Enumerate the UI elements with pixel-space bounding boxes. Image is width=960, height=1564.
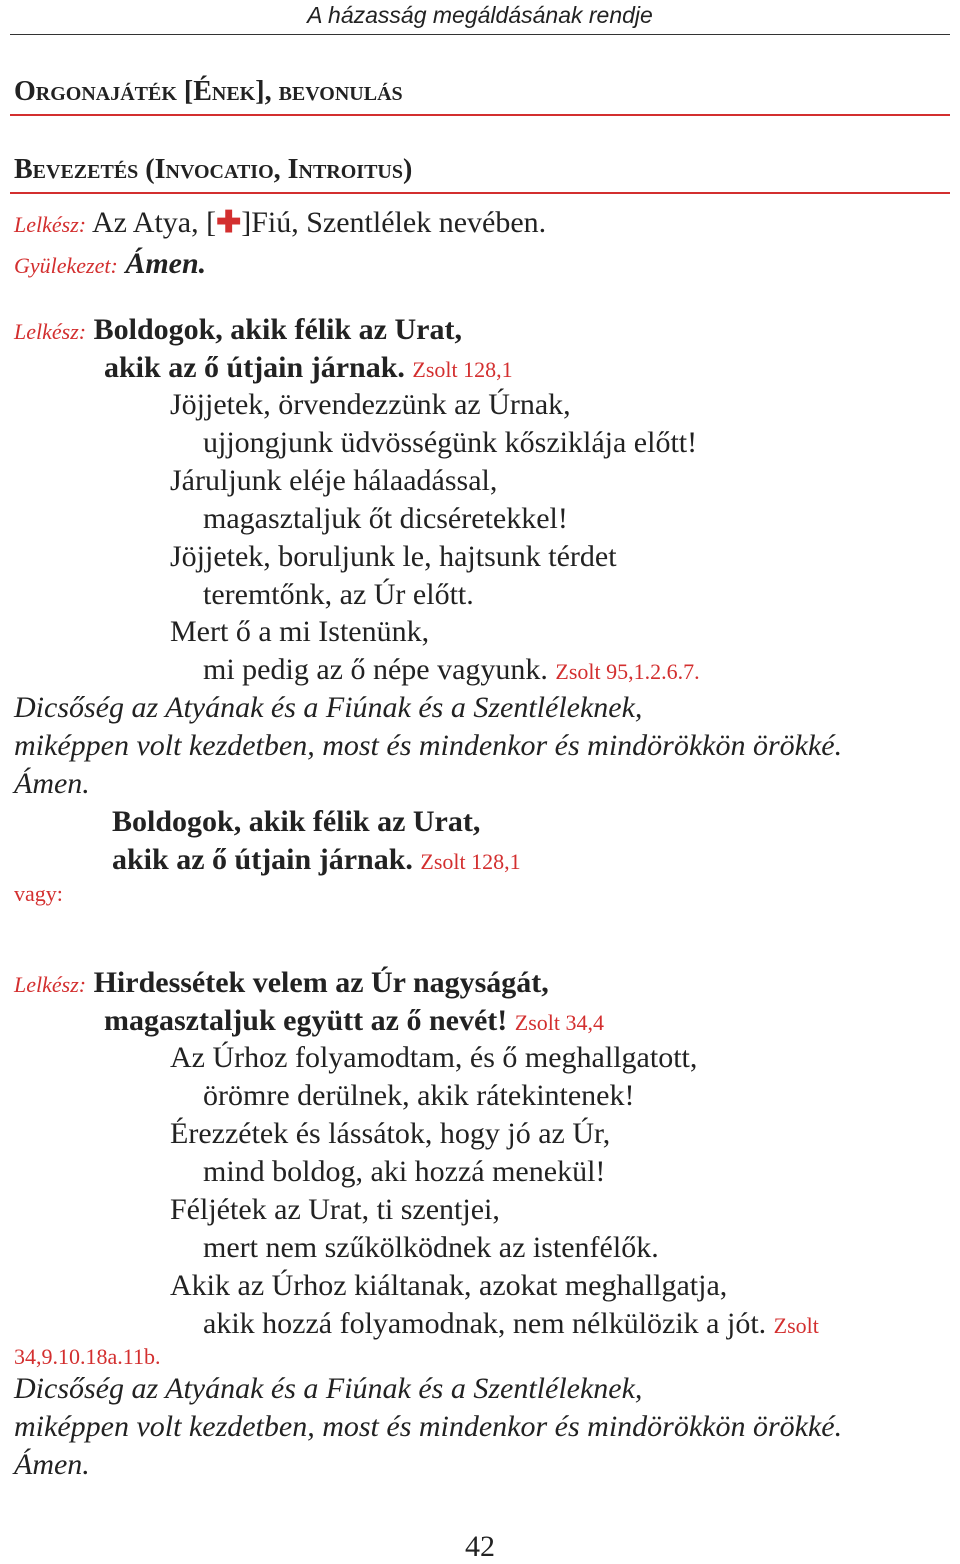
- gloria-line-1: Dicsőség az Atyának és a Fiúnak és a Szentléleknek,: [14, 1372, 643, 1405]
- section-heading-organ: Orgonajáték [Ének], bevonulás: [10, 76, 950, 116]
- gloria-amen: Ámen.: [14, 767, 90, 800]
- psalm-verse-text: akik hozzá folyamodnak, nem nélkülözik a jót.: [203, 1307, 767, 1340]
- antiphon-line-1: [14, 311, 462, 351]
- invocatio-text-pre: Az Atya, [: [91, 206, 217, 239]
- antiphon-text: Boldogok, akik félik az Urat,: [93, 313, 462, 346]
- psalm-verse: Jöjjetek, örvendezzünk az Úrnak,: [170, 388, 571, 421]
- page-number: 42: [465, 1530, 495, 1563]
- scripture-reference: Zsolt 128,1: [420, 849, 521, 874]
- psalm-verse: Féljétek az Urat, ti szentjei,: [170, 1193, 500, 1226]
- antiphon-text: magasztaljuk együtt az ő nevét!: [104, 1004, 508, 1037]
- psalm-verse: Jöjjetek, boruljunk le, hajtsunk térdet: [170, 540, 617, 573]
- psalm-verse: Járuljunk eléje hálaadással,: [170, 464, 498, 497]
- psalm-verse-last: [203, 651, 700, 691]
- antiphon-line-2: [104, 349, 513, 389]
- antiphon-text: Hirdessétek velem az Úr nagyságát,: [93, 966, 549, 999]
- psalm-verse: örömre derülnek, akik rátekintenek!: [203, 1079, 635, 1112]
- congregation-amen-line: [14, 245, 206, 285]
- section-heading-introduction: Bevezetés (Invocatio, Introitus): [10, 154, 950, 194]
- scripture-reference: Zsolt 95,1.2.6.7.: [555, 659, 700, 684]
- scripture-reference: Zsolt 34,4: [514, 1010, 604, 1035]
- psalm-verse: teremtőnk, az Úr előtt.: [203, 578, 474, 611]
- congregation-amen: Ámen.: [125, 247, 207, 280]
- psalm-verse: mert nem szűkölködnek az istenfélők.: [203, 1231, 659, 1264]
- antiphon2-line-1: [14, 964, 549, 1004]
- psalm-verse: Érezzétek és lássátok, hogy jó az Úr,: [170, 1117, 611, 1150]
- psalm-verse: Mert ő a mi Istenünk,: [170, 615, 430, 648]
- gloria-line-2: miképpen volt kezdetben, most és mindenkor és mindörökkön örökké.: [14, 729, 843, 762]
- psalm-verse: magasztaljuk őt dicséretekkel!: [203, 502, 568, 535]
- psalm-verse-text: mi pedig az ő népe vagyunk.: [203, 653, 548, 686]
- antiphon-text: akik az ő útjain járnak.: [112, 843, 413, 876]
- scripture-reference: Zsolt 128,1: [412, 357, 513, 382]
- invocatio-line: [14, 204, 546, 244]
- scripture-reference: Zsolt: [773, 1313, 819, 1338]
- scripture-reference-continued: 34,9.10.18a.11b.: [14, 1344, 161, 1369]
- gloria-line-1: Dicsőség az Atyának és a Fiúnak és a Szentléleknek,: [14, 691, 643, 724]
- psalm-verse: Az Úrhoz folyamodtam, és ő meghallgatott,: [170, 1041, 698, 1074]
- cross-icon: ✚: [216, 206, 242, 239]
- antiphon-text: akik az ő útjain járnak.: [104, 351, 405, 384]
- psalm-verse-last: [203, 1305, 819, 1345]
- antiphon-repeat-line-2: [112, 841, 521, 881]
- antiphon-repeat-line-1: Boldogok, akik félik az Urat,: [112, 805, 481, 838]
- psalm-verse: mind boldog, aki hozzá menekül!: [203, 1155, 606, 1188]
- running-header: A házasság megáldásának rendje: [10, 0, 950, 35]
- role-label-lelkesz: Lelkész:: [14, 972, 87, 997]
- role-label-lelkesz: Lelkész:: [14, 319, 87, 344]
- alternative-label: vagy:: [14, 881, 63, 906]
- gloria-line-2: miképpen volt kezdetben, most és mindenkor és mindörökkön örökké.: [14, 1410, 843, 1443]
- antiphon2-line-2: [104, 1002, 604, 1042]
- gloria-amen: Ámen.: [14, 1448, 90, 1481]
- role-label-gyulekezet: Gyülekezet:: [14, 253, 118, 278]
- role-label-lelkesz: Lelkész:: [14, 212, 87, 237]
- invocatio-text-post: ]Fiú, Szentlélek nevében.: [241, 206, 547, 239]
- psalm-verse: Akik az Úrhoz kiáltanak, azokat meghallgatja,: [170, 1269, 728, 1302]
- psalm-verse: ujjongjunk üdvösségünk kősziklája előtt!: [203, 426, 698, 459]
